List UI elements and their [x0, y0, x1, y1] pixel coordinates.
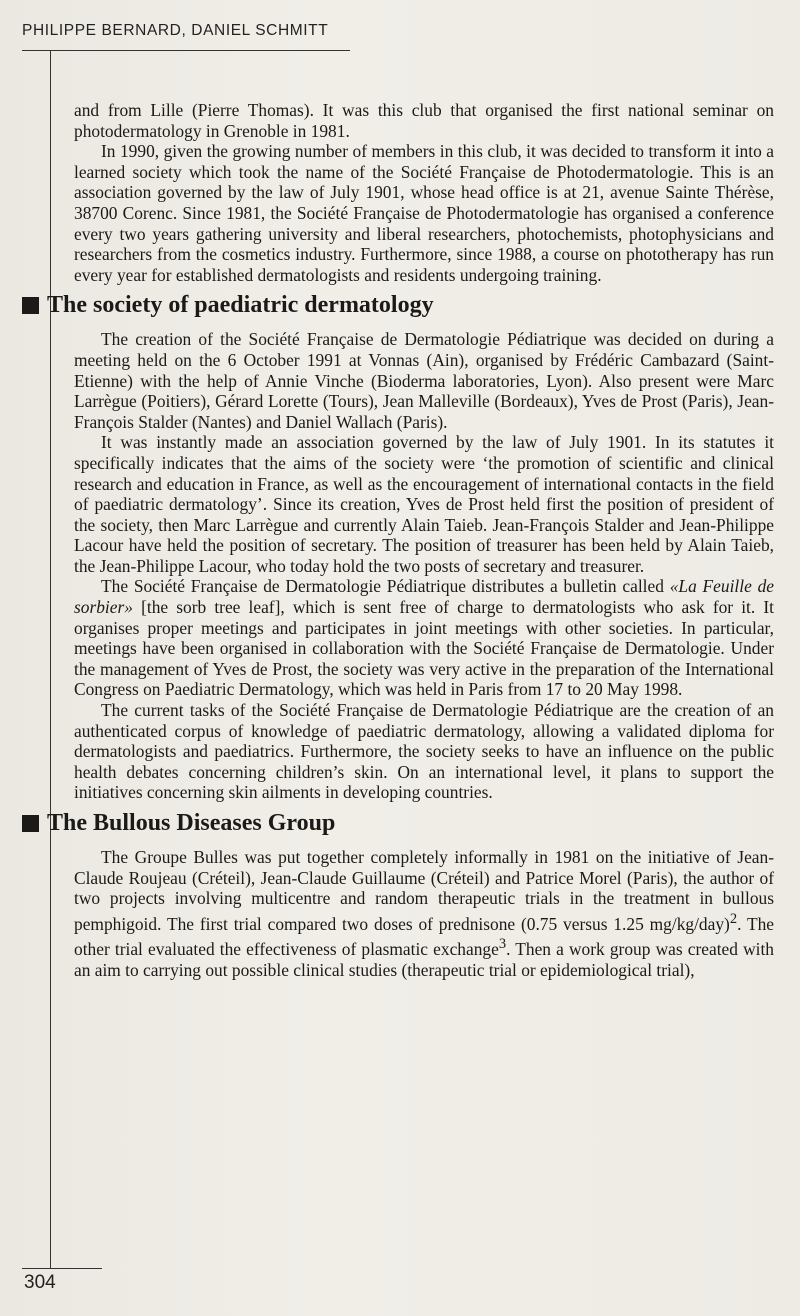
running-header: PHILIPPE BERNARD, DANIEL SCHMITT	[22, 22, 329, 39]
paragraph: The current tasks of the Société Française de Dermatologie Pédiatrique are the creation of an authenticated corpus of knowledge of paediatric dermatology, allowing a validated diploma for dermatologists and paediatrics. Furthermore, the society seeks to have an influence on the public health debates concerning children’s skin. On an international level, it plans to support the initiatives concerning skin ailments in developing countries.	[74, 700, 774, 803]
text-run: . Then a work group was created with an aim to carrying out possible clinical studies (therapeutic trial or epidemiological trial),	[74, 938, 775, 980]
text-run: The Groupe Bulles was put together completely informally in 1981 on the initiative of Jean-Claude Roujeau (Créteil), Jean-Claude Guillaume (Créteil) and Patrice Morel (Paris), the author of two projects involving multicentre and random therapeutic trials in the treatment in bullous pemphigoid. The first trial compared two doses of prednisone (0.75 versus 1.25 mg/kg/day)	[74, 847, 774, 934]
header-rule	[22, 50, 350, 51]
section-heading-text: The society of paediatric dermatology	[47, 292, 434, 319]
body-text	[47, 100, 775, 980]
section-heading-bullous	[22, 808, 774, 838]
paragraph: The creation of the Société Française de Dermatologie Pédiatrique was decided on during a meeting held on the 6 October 1991 at Vonnas (Ain), organised by Frédéric Cambazard (Saint-Etienne) with the help of Annie Vinche (Bioderma laboratories, Lyon). Also present were Marc Larrègue (Poitiers), Gérard Lorette (Tours), Jean Malleville (Bordeaux), Yves de Prost (Paris), Jean-François Stalder (Nantes) and Daniel Wallach (Paris).	[74, 329, 774, 432]
paragraph	[74, 847, 774, 980]
text-run: The Société Française de Dermatologie Pédiatrique distributes a bulletin called	[101, 576, 670, 597]
paragraph: It was instantly made an association governed by the law of July 1901. In its statutes it specifically indicates that the aims of the society were ‘the promotion of scientific and clinical research and education in France, as well as the encouragement of international contacts in the field of paediatric dermatology’. Since its creation, Yves de Prost held first the position of president of the society, then Marc Larrègue and currently Alain Taieb. Jean-François Stalder and Jean-Philippe Lacour have held the position of secretary. The position of treasurer has been held by Alain Taieb, the Jean-Philippe Lacour, who today hold the two posts of secretary and treasurer.	[74, 432, 774, 576]
bulletin-title: «La Feuille de sorbier»	[74, 576, 774, 618]
margin-rule	[50, 50, 51, 1268]
square-bullet-icon	[22, 815, 39, 832]
paragraph	[74, 576, 774, 700]
intro-paragraph-2: In 1990, given the growing number of members in this club, it was decided to transform it into a learned society which took the name of the Société Française de Photodermatologie. This is an association governed by the law of July 1901, whose head office is at 21, avenue Sainte Thérèse, 38700 Corenc. Since 1981, the Société Française de Photodermatologie has organised a conference every two years gathering university and liberal researchers, photochemists, photophysicians and researchers from the cosmetics industry. Furthermore, since 1988, a course on phototherapy has run every year for established dermatologists and residents undergoing training.	[74, 141, 774, 285]
intro-paragraph-1: and from Lille (Pierre Thomas). It was this club that organised the first national seminar on photodermatology in Grenoble in 1981.	[74, 100, 774, 141]
square-bullet-icon	[22, 297, 39, 314]
footnote-ref: 2	[729, 910, 738, 927]
footer-rule	[22, 1268, 102, 1269]
section-heading-paediatric	[22, 290, 774, 320]
footnote-ref: 3	[498, 936, 507, 953]
text-run: . The other trial evaluated the effectiveness of plasmatic exchange	[74, 913, 774, 959]
page-number: 304	[24, 1272, 56, 1293]
section-heading-text: The Bullous Diseases Group	[47, 810, 336, 836]
text-run: [the sorb tree leaf], which is sent free of charge to dermatologists who ask for it. It organises proper meetings and participates in joint meetings with other societies. In particular, meetings have been organised in collaboration with the Société Française de Dermatologie. Under the management of Yves de Prost, the society was very active in the preparation of the International Congress on Paediatric Dermatology, which was held in Paris from 17 to 20 May 1998.	[74, 597, 774, 700]
